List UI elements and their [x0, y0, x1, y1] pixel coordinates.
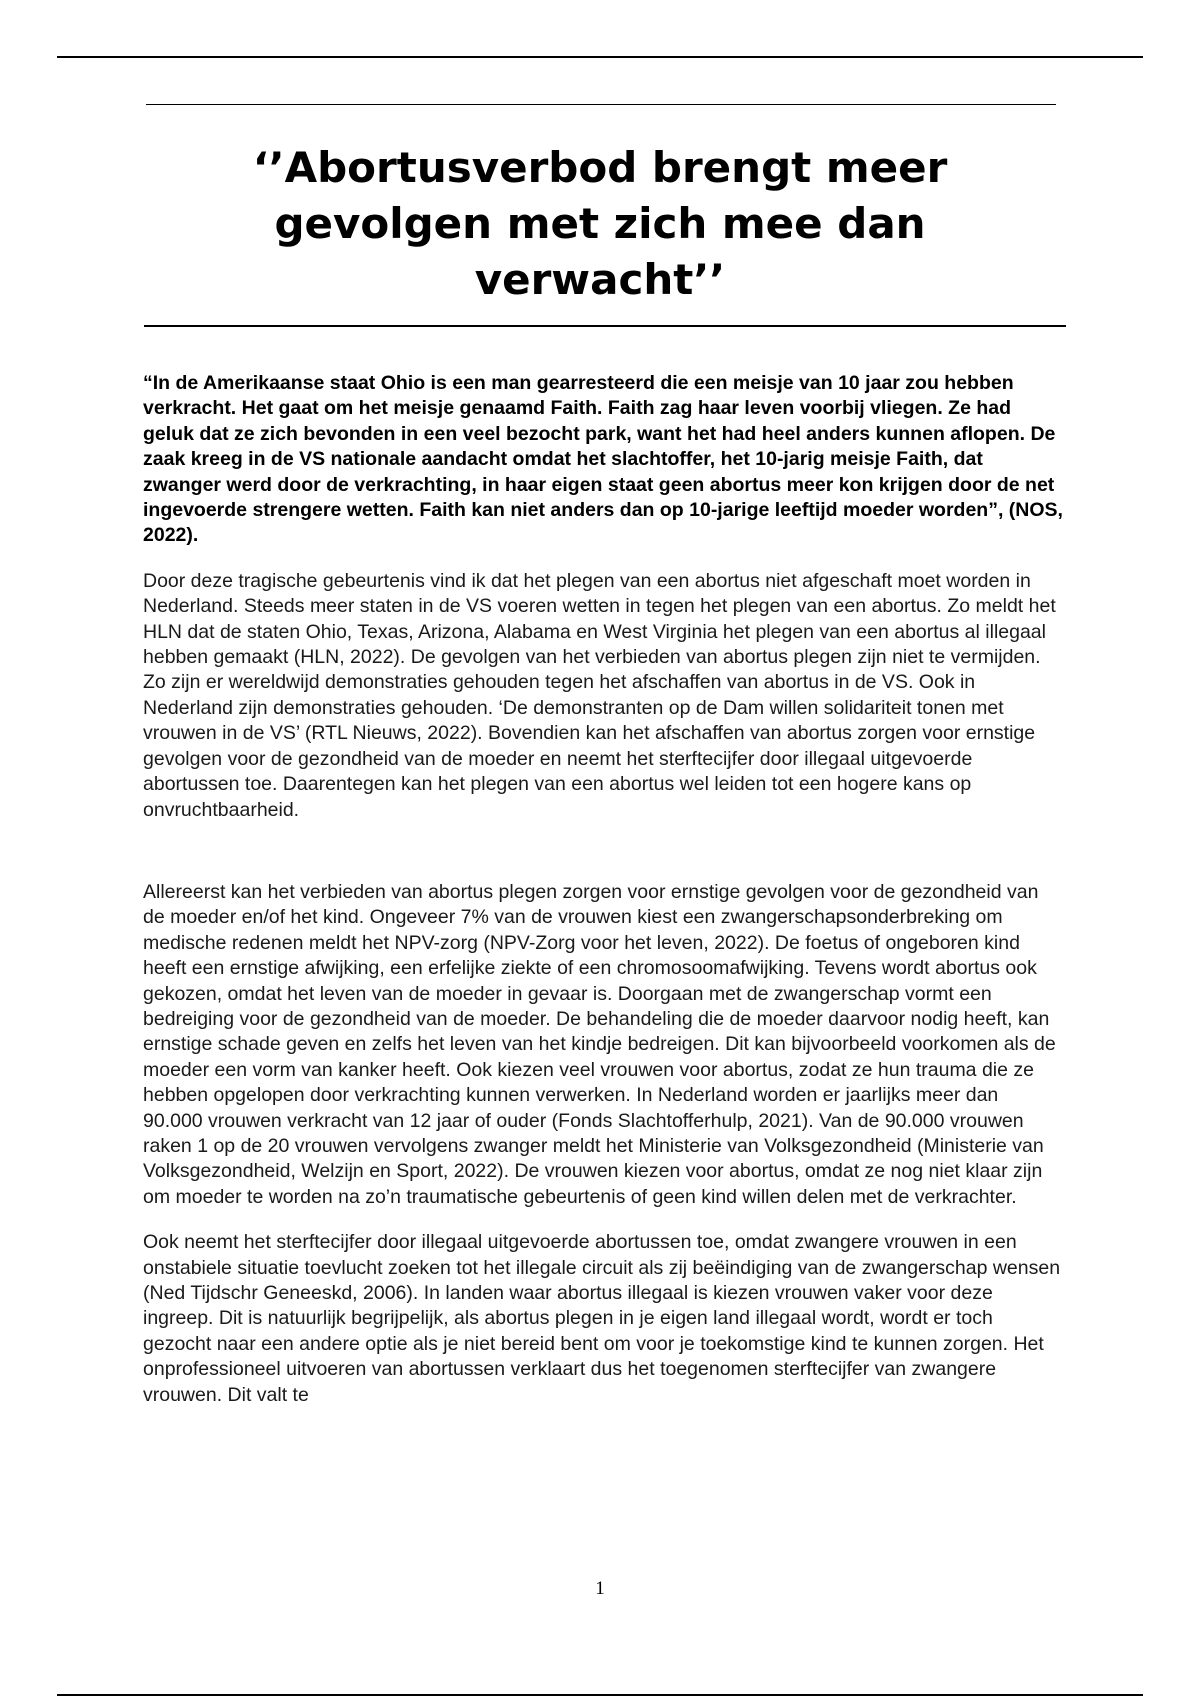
page-number: 1 [595, 1578, 605, 1599]
title-rule-top [146, 104, 1056, 105]
page-top-rule [57, 56, 1143, 58]
document-title: ‘’Abortusverbod brengt meer gevolgen met zich mee dan verwacht’’ [252, 143, 948, 304]
paragraph-mortality-rate: Ook neemt het sterftecijfer door illegaal uitgevoerde abortussen toe, omdat zwangere vrouwen in een onstabiele situatie toevlucht zoeken tot het illegale circuit als zij beëindiging van de zwangerschap wensen (Ned Tijdschr Geneeskd, 2006). In landen waar abortus illegaal is kiezen vrouwen vaker voor deze ingreep. Dit is natuurlijk begrijpelijk, als abortus plegen in je eigen land illegaal wordt, wordt er toch gezocht naar een andere optie als je niet bereid bent om voor je toekomstige kind te kunnen zorgen. Het onprofessioneel uitvoeren van abortussen verklaart dus het toegenomen sterftecijfer van zwangere vrouwen. Dit valt te [143, 1231, 1061, 1406]
page-bottom-rule [57, 1694, 1143, 1696]
paragraph-introduction: Door deze tragische gebeurtenis vind ik dat het plegen van een abortus niet afgeschaft moet worden in Nederland. Steeds meer staten in de VS voeren wetten in tegen het plegen van een abortus. Zo meldt het HLN dat de staten Ohio, Texas, Arizona, Alabama en West Virginia het plegen van een abortus al illegaal hebben gemaakt (HLN, 2022). De gevolgen van het verbieden van abortus plegen zijn niet te vermijden. Zo zijn er wereldwijd demonstraties gehouden tegen het afschaffen van abortus in de VS. Ook in Nederland zijn demonstraties gehouden. ‘De demonstranten op de Dam willen solidariteit tonen met vrouwen in de VS’ (RTL Nieuws, 2022). Bovendien kan het afschaffen van abortus zorgen voor ernstige gevolgen voor de gezondheid van de moeder en neemt het sterftecijfer door illegaal uitgevoerde abortussen toe. Daarentegen kan het plegen van een abortus wel leiden tot een hogere kans op onvruchtbaarheid. [143, 569, 1056, 821]
lead-quote: “In de Amerikaanse staat Ohio is een man gearresteerd die een meisje van 10 jaar zou hebben verkracht. Het gaat om het meisje genaamd Faith. Faith zag haar leven voorbij vliegen. Ze had geluk dat ze zich bevonden in een veel bezocht park, want het had heel anders kunnen aflopen. De zaak kreeg in de VS nationale aandacht omdat het slachtoffer, het 10-jarig meisje Faith, dat zwanger werd door de verkrachting, in haar eigen staat geen abortus meer kon krijgen door de net ingevoerde strengere wetten. Faith kan niet anders dan op 10-jarige leeftijd moeder worden”, (NOS, 2022). [143, 372, 1063, 547]
paragraph-health-consequences: Allereerst kan het verbieden van abortus plegen zorgen voor ernstige gevolgen voor de gezondheid van de moeder en/of het kind. Ongeveer 7% van de vrouwen kiest een zwangerschapsonderbreking om medische redenen meldt het NPV-zorg (NPV-Zorg voor het leven, 2022). De foetus of ongeboren kind heeft een ernstige afwijking, een erfelijke ziekte of een chromosoomafwijking. Tevens wordt abortus ook gekozen, omdat het leven van de moeder in gevaar is. Doorgaan met de zwangerschap vormt een bedreiging voor de gezondheid van de moeder. De behandeling die de moeder daarvoor nodig heeft, kan ernstige schade geven en zelfs het leven van het kindje bedreigen. Dit kan bijvoorbeeld voorkomen als de moeder een vorm van kanker heeft. Ook kiezen veel vrouwen voor abortus, zodat ze hun trauma die ze hebben opgelopen door verkrachting kunnen verwerken. In Nederland worden er jaarlijks meer dan 90.000 vrouwen verkracht van 12 jaar of ouder (Fonds Slachtofferhulp, 2021). Van de 90.000 vrouwen raken 1 op de 20 vrouwen vervolgens zwanger meldt het Ministerie van Volksgezondheid (Ministerie van Volksgezondheid, Welzijn en Sport, 2022). De vrouwen kiezen voor abortus, omdat ze nog niet klaar zijn om moeder te worden na zo’n traumatische gebeurtenis of geen kind willen delen met de verkrachter. [143, 880, 1056, 1208]
title-rule-bottom [144, 325, 1066, 327]
document-body [143, 371, 1063, 1408]
